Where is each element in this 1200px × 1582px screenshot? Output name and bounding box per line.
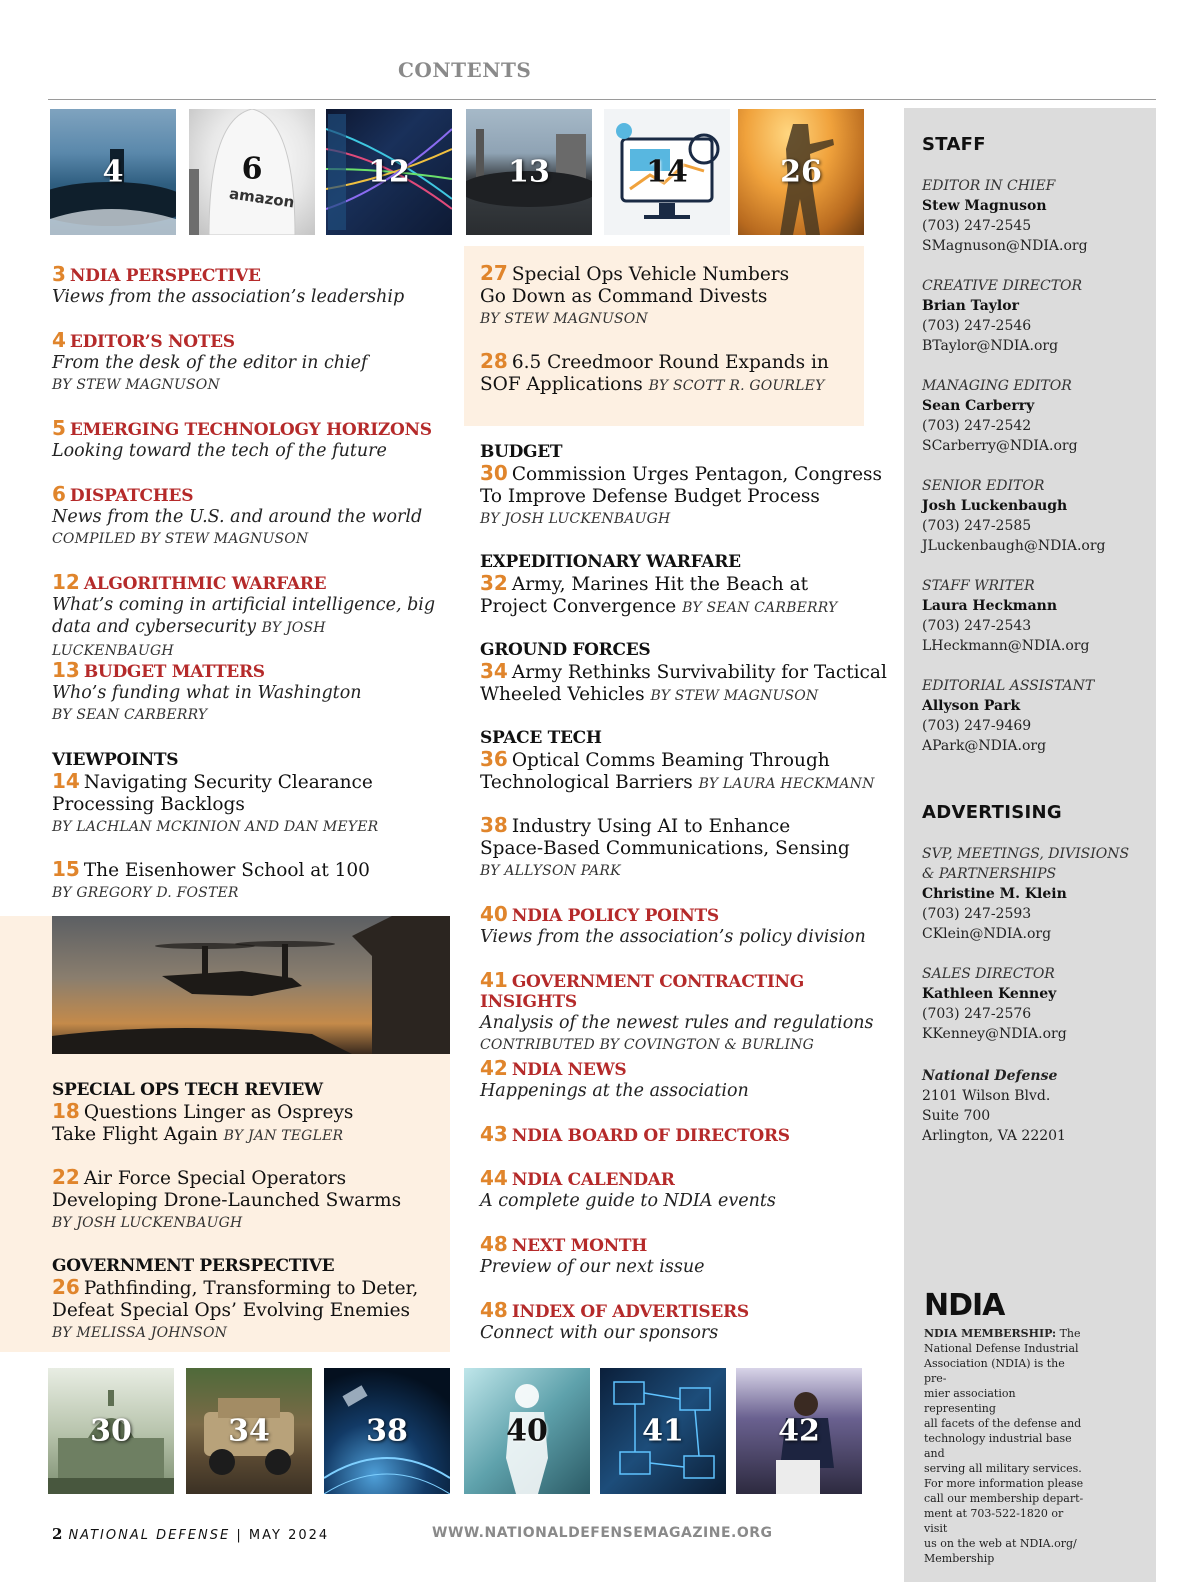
page-title: CONTENTS bbox=[398, 58, 532, 82]
footer-folio bbox=[52, 1525, 329, 1543]
section-title: NEXT MONTH bbox=[511, 1236, 647, 1256]
article-title: Questions Linger as Ospreys bbox=[83, 1102, 354, 1123]
category-label: GROUND FORCES bbox=[480, 640, 651, 660]
page-number: 34 bbox=[480, 659, 508, 683]
staff-role: STAFF WRITER bbox=[922, 578, 1035, 594]
section-title: BUDGET MATTERS bbox=[83, 662, 265, 682]
thumb-page-number: 30 bbox=[90, 1413, 132, 1449]
category-label: VIEWPOINTS bbox=[52, 750, 179, 770]
staff-role: EDITOR IN CHIEF bbox=[922, 178, 1056, 194]
section-description: Looking toward the tech of the future bbox=[52, 441, 387, 461]
thumb-page-number: 38 bbox=[366, 1413, 408, 1449]
top-divider bbox=[48, 99, 1156, 100]
membership-text: Association (NDIA) is the pre- bbox=[924, 1357, 1065, 1385]
section-description: A complete guide to NDIA events bbox=[480, 1191, 776, 1211]
article-title: Navigating Security Clearance bbox=[83, 772, 373, 793]
article-title: Industry Using AI to Enhance bbox=[511, 816, 791, 837]
amazon-logo-text: amazon bbox=[228, 184, 296, 212]
article-title: Optical Comms Beaming Through bbox=[511, 750, 830, 771]
byline: COMPILED BY STEW MAGNUSON bbox=[52, 531, 309, 547]
thumb-budget-screen[interactable] bbox=[604, 109, 730, 235]
toc-entry[interactable] bbox=[480, 728, 890, 795]
page-number: 48 bbox=[480, 1298, 508, 1322]
thumb-page-number: 41 bbox=[642, 1413, 684, 1449]
section-description bbox=[52, 616, 452, 662]
page-number: 22 bbox=[52, 1165, 80, 1189]
osprey-silhouette bbox=[52, 916, 450, 1054]
section-description: Views from the association’s leadership bbox=[52, 287, 405, 307]
toc-entry[interactable] bbox=[480, 262, 880, 330]
section-description-cont: data and cybersecurity bbox=[52, 617, 257, 637]
section-description: Analysis of the newest rules and regulations bbox=[480, 1013, 874, 1033]
article-title: Army Rethinks Survivability for Tactical bbox=[511, 662, 887, 683]
thumb-algorithmic-warfare[interactable] bbox=[326, 109, 452, 235]
byline: BY SEAN CARBERRY bbox=[682, 600, 838, 616]
staff-name: Sean Carberry bbox=[922, 398, 1035, 414]
page-number: 26 bbox=[52, 1275, 80, 1299]
page-number-footer: 2 bbox=[52, 1525, 63, 1543]
section-title: INDEX OF ADVERTISERS bbox=[511, 1302, 749, 1322]
advertising-entry bbox=[922, 964, 1152, 1044]
membership-text: National Defense Industrial bbox=[924, 1342, 1079, 1355]
section-title: NDIA POLICY POINTS bbox=[511, 906, 719, 926]
page-number: 27 bbox=[480, 261, 508, 285]
article-title-cont: Developing Drone-Launched Swarms bbox=[52, 1190, 402, 1211]
toc-entry[interactable] bbox=[480, 902, 890, 948]
mailing-address bbox=[922, 1066, 1066, 1146]
page-number: 14 bbox=[52, 769, 80, 793]
article-title: Commission Urges Pentagon, Congress bbox=[511, 464, 883, 485]
address-line: Suite 700 bbox=[922, 1108, 991, 1124]
staff-phone: (703) 247-2585 bbox=[922, 518, 1032, 534]
toc-entry[interactable] bbox=[480, 350, 880, 397]
section-description: Who’s funding what in Washington bbox=[52, 683, 362, 703]
staff-entry bbox=[922, 576, 1152, 656]
publication-name-footer: NATIONAL DEFENSE bbox=[68, 1528, 231, 1543]
page-number: 43 bbox=[480, 1122, 508, 1146]
staff-name: Laura Heckmann bbox=[922, 598, 1058, 614]
advertising-heading: ADVERTISING bbox=[922, 802, 1062, 823]
toc-entry[interactable] bbox=[52, 328, 452, 396]
toc-entry[interactable] bbox=[52, 858, 452, 904]
section-title: DISPATCHES bbox=[69, 486, 194, 506]
thumb-space-communications[interactable] bbox=[324, 1368, 450, 1494]
thumb-page-number: 34 bbox=[228, 1413, 270, 1449]
section-title: NDIA CALENDAR bbox=[511, 1170, 675, 1190]
article-title-cont: Defeat Special Ops’ Evolving Enemies bbox=[52, 1300, 411, 1321]
article-title: 6.5 Creedmoor Round Expands in bbox=[511, 352, 829, 373]
section-title: EDITOR’S NOTES bbox=[69, 332, 235, 352]
thumb-tactical-vehicle[interactable] bbox=[186, 1368, 312, 1494]
staff-phone: (703) 247-9469 bbox=[922, 718, 1032, 734]
membership-text: The bbox=[1056, 1327, 1081, 1340]
staff-name: Christine M. Klein bbox=[922, 886, 1067, 902]
publication-name: National Defense bbox=[922, 1068, 1058, 1084]
staff-role: SALES DIRECTOR bbox=[922, 966, 1055, 982]
toc-entry[interactable] bbox=[480, 1056, 890, 1102]
toc-entry[interactable] bbox=[52, 482, 452, 550]
thumb-soldier[interactable] bbox=[738, 109, 864, 235]
article-title: The Eisenhower School at 100 bbox=[83, 860, 370, 881]
section-description: News from the U.S. and around the world bbox=[52, 507, 423, 527]
staff-phone: (703) 247-2576 bbox=[922, 1006, 1032, 1022]
staff-phone: (703) 247-2593 bbox=[922, 906, 1032, 922]
staff-phone: (703) 247-2546 bbox=[922, 318, 1032, 334]
staff-name: Brian Taylor bbox=[922, 298, 1019, 314]
byline: BY SCOTT R. GOURLEY bbox=[648, 378, 825, 394]
staff-role: SVP, MEETINGS, DIVISIONS bbox=[922, 846, 1130, 862]
staff-role: SENIOR EDITOR bbox=[922, 478, 1045, 494]
staff-entry bbox=[922, 376, 1152, 456]
thumb-network[interactable] bbox=[600, 1368, 726, 1494]
thumb-page-number: 12 bbox=[368, 154, 410, 190]
thumb-page-number: 6 bbox=[241, 151, 263, 187]
staff-name: Stew Magnuson bbox=[922, 198, 1047, 214]
category-label: EXPEDITIONARY WARFARE bbox=[480, 552, 741, 572]
staff-entry bbox=[922, 176, 1152, 256]
article-title-cont: Wheeled Vehicles bbox=[480, 684, 645, 705]
category-label: SPACE TECH bbox=[480, 728, 602, 748]
page-number: 28 bbox=[480, 349, 508, 373]
toc-entry[interactable] bbox=[52, 570, 452, 662]
membership-text: all facets of the defense and bbox=[924, 1417, 1082, 1430]
article-title-cont: Processing Backlogs bbox=[52, 794, 245, 815]
staff-email[interactable]: LHeckmann@NDIA.org bbox=[922, 638, 1090, 654]
byline: BY LAURA HECKMANN bbox=[698, 776, 875, 792]
toc-entry[interactable] bbox=[480, 968, 890, 1056]
page-number: 36 bbox=[480, 747, 508, 771]
thumb-capitol[interactable] bbox=[48, 1368, 174, 1494]
page-number: 4 bbox=[52, 328, 66, 352]
section-description: Connect with our sponsors bbox=[480, 1323, 719, 1343]
toc-entry[interactable] bbox=[52, 262, 452, 308]
membership-blurb bbox=[924, 1326, 1086, 1566]
article-title-cont: Go Down as Command Divests bbox=[480, 286, 768, 307]
staff-entry bbox=[922, 676, 1152, 756]
membership-text: ment at 703-522-1820 or visit bbox=[924, 1507, 1064, 1535]
staff-role-cont: & PARTNERSHIPS bbox=[922, 866, 1057, 882]
staff-sidebar bbox=[904, 108, 1156, 1582]
thumb-page-number: 13 bbox=[508, 154, 550, 190]
page-number: 40 bbox=[480, 902, 508, 926]
byline: BY STEW MAGNUSON bbox=[52, 377, 220, 393]
article-title-cont: SOF Applications bbox=[480, 374, 643, 395]
category-label: BUDGET bbox=[480, 442, 563, 462]
toc-entry[interactable] bbox=[480, 1298, 890, 1344]
staff-phone: (703) 247-2542 bbox=[922, 418, 1032, 434]
article-title: Pathfinding, Transforming to Deter, bbox=[83, 1278, 419, 1299]
toc-entry[interactable] bbox=[480, 814, 890, 882]
staff-email[interactable]: KKenney@NDIA.org bbox=[922, 1026, 1067, 1042]
section-title: NDIA PERSPECTIVE bbox=[69, 266, 261, 286]
membership-text: technology industrial base and bbox=[924, 1432, 1072, 1460]
article-title-cont: Project Convergence bbox=[480, 596, 677, 617]
thumb-ai-figure[interactable] bbox=[464, 1368, 590, 1494]
section-description: From the desk of the editor in chief bbox=[52, 353, 368, 373]
article-title: Air Force Special Operators bbox=[83, 1168, 347, 1189]
staff-name: Allyson Park bbox=[922, 698, 1021, 714]
membership-text: For more information please bbox=[924, 1477, 1084, 1490]
thumb-ship[interactable] bbox=[466, 109, 592, 235]
staff-phone: (703) 247-2543 bbox=[922, 618, 1032, 634]
toc-entry[interactable] bbox=[52, 1256, 452, 1344]
byline: BY JOSH LUCKENBAUGH bbox=[52, 620, 326, 659]
toc-entry[interactable] bbox=[480, 442, 890, 530]
thumb-amazon-satellite[interactable] bbox=[189, 109, 315, 235]
thumb-page-number: 4 bbox=[102, 154, 124, 190]
byline: BY JOSH LUCKENBAUGH bbox=[480, 511, 671, 527]
section-description: Views from the association’s policy division bbox=[480, 927, 866, 947]
staff-email[interactable]: SMagnuson@NDIA.org bbox=[922, 238, 1088, 254]
staff-role: MANAGING EDITOR bbox=[922, 378, 1072, 394]
section-description: What’s coming in artificial intelligence, big bbox=[52, 595, 436, 615]
address-line: 2101 Wilson Blvd. bbox=[922, 1088, 1051, 1104]
membership-text: serving all military services. bbox=[924, 1462, 1082, 1475]
toc-entry[interactable] bbox=[52, 750, 452, 838]
thumb-page-number: 14 bbox=[646, 154, 688, 190]
page-number: 44 bbox=[480, 1166, 508, 1190]
byline: BY STEW MAGNUSON bbox=[650, 688, 819, 704]
toc-entry[interactable] bbox=[480, 552, 890, 619]
staff-role: CREATIVE DIRECTOR bbox=[922, 278, 1083, 294]
membership-text: us on the web at NDIA.org/ bbox=[924, 1537, 1077, 1550]
byline: BY LACHLAN MCKINION AND DAN MEYER bbox=[52, 819, 379, 835]
thumb-speaker[interactable] bbox=[736, 1368, 862, 1494]
staff-entry bbox=[922, 276, 1152, 356]
staff-phone: (703) 247-2545 bbox=[922, 218, 1032, 234]
section-description: Happenings at the association bbox=[480, 1081, 749, 1101]
toc-entry[interactable] bbox=[480, 1122, 890, 1146]
staff-heading: STAFF bbox=[922, 134, 986, 155]
article-title-cont: To Improve Defense Budget Process bbox=[480, 486, 820, 507]
staff-entry bbox=[922, 476, 1152, 556]
byline: BY SEAN CARBERRY bbox=[52, 707, 208, 723]
staff-email[interactable]: SCarberry@NDIA.org bbox=[922, 438, 1078, 454]
byline: BY MELISSA JOHNSON bbox=[52, 1325, 228, 1341]
category-label: GOVERNMENT PERSPECTIVE bbox=[52, 1256, 335, 1276]
page-number: 15 bbox=[52, 857, 80, 881]
toc-entry[interactable] bbox=[52, 658, 452, 726]
issue-date: MAY 2024 bbox=[248, 1528, 330, 1543]
section-title: EMERGING TECHNOLOGY HORIZONS bbox=[69, 420, 432, 440]
toc-entry[interactable] bbox=[480, 1232, 890, 1278]
article-title-cont: Space-Based Communications, Sensing bbox=[480, 838, 850, 859]
section-title: GOVERNMENT CONTRACTING INSIGHTS bbox=[480, 972, 805, 1012]
osprey-photo[interactable] bbox=[52, 916, 450, 1054]
page-number: 32 bbox=[480, 571, 508, 595]
thumb-submarine[interactable] bbox=[50, 109, 176, 235]
staff-email[interactable]: CKlein@NDIA.org bbox=[922, 926, 1052, 942]
page-number: 12 bbox=[52, 570, 80, 594]
section-description: Preview of our next issue bbox=[480, 1257, 705, 1277]
page-number: 48 bbox=[480, 1232, 508, 1256]
article-title-cont: Take Flight Again bbox=[52, 1124, 218, 1145]
byline: CONTRIBUTED BY COVINGTON & BURLING bbox=[480, 1037, 815, 1053]
toc-entry[interactable] bbox=[480, 640, 890, 707]
staff-email[interactable]: APark@NDIA.org bbox=[922, 738, 1047, 754]
section-title: NDIA NEWS bbox=[511, 1060, 627, 1080]
toc-entry[interactable] bbox=[52, 1080, 452, 1147]
page-number: 13 bbox=[52, 658, 80, 682]
category-label: SPECIAL OPS TECH REVIEW bbox=[52, 1080, 323, 1100]
staff-name: Josh Luckenbaugh bbox=[922, 498, 1068, 514]
staff-email[interactable]: BTaylor@NDIA.org bbox=[922, 338, 1059, 354]
website-link[interactable]: WWW.NATIONALDEFENSEMAGAZINE.ORG bbox=[432, 1525, 773, 1541]
membership-text: Membership bbox=[924, 1552, 995, 1565]
ndia-logo: NDIA bbox=[924, 1288, 1005, 1323]
page-number: 5 bbox=[52, 416, 66, 440]
page-number: 38 bbox=[480, 813, 508, 837]
membership-text: mier association representing bbox=[924, 1387, 1016, 1415]
advertising-entry bbox=[922, 844, 1152, 944]
thumb-page-number: 42 bbox=[778, 1413, 820, 1449]
footer-separator: | bbox=[236, 1528, 243, 1543]
byline: BY JOSH LUCKENBAUGH bbox=[52, 1215, 243, 1231]
page-number: 3 bbox=[52, 262, 66, 286]
staff-email[interactable]: JLuckenbaugh@NDIA.org bbox=[922, 538, 1106, 554]
page-number: 30 bbox=[480, 461, 508, 485]
byline: BY ALLYSON PARK bbox=[480, 863, 621, 879]
membership-label: NDIA MEMBERSHIP: bbox=[924, 1327, 1057, 1340]
page-number: 18 bbox=[52, 1099, 80, 1123]
article-title: Special Ops Vehicle Numbers bbox=[511, 264, 790, 285]
article-title: Army, Marines Hit the Beach at bbox=[511, 574, 809, 595]
page-number: 41 bbox=[480, 968, 508, 992]
section-title: NDIA BOARD OF DIRECTORS bbox=[511, 1126, 790, 1146]
section-title: ALGORITHMIC WARFARE bbox=[83, 574, 327, 594]
address-line: Arlington, VA 22201 bbox=[922, 1128, 1066, 1144]
toc-entry[interactable] bbox=[52, 1166, 452, 1234]
membership-text: call our membership depart- bbox=[924, 1492, 1084, 1505]
toc-entry[interactable] bbox=[52, 416, 452, 462]
staff-role: EDITORIAL ASSISTANT bbox=[922, 678, 1095, 694]
article-title-cont: Technological Barriers bbox=[480, 772, 693, 793]
page-number: 6 bbox=[52, 482, 66, 506]
staff-name: Kathleen Kenney bbox=[922, 986, 1057, 1002]
byline: BY STEW MAGNUSON bbox=[480, 311, 648, 327]
thumb-page-number: 26 bbox=[780, 154, 822, 190]
byline: BY GREGORY D. FOSTER bbox=[52, 885, 239, 901]
toc-entry[interactable] bbox=[480, 1166, 890, 1212]
thumb-page-number: 40 bbox=[506, 1413, 548, 1449]
page-number: 42 bbox=[480, 1056, 508, 1080]
byline: BY JAN TEGLER bbox=[223, 1128, 344, 1144]
